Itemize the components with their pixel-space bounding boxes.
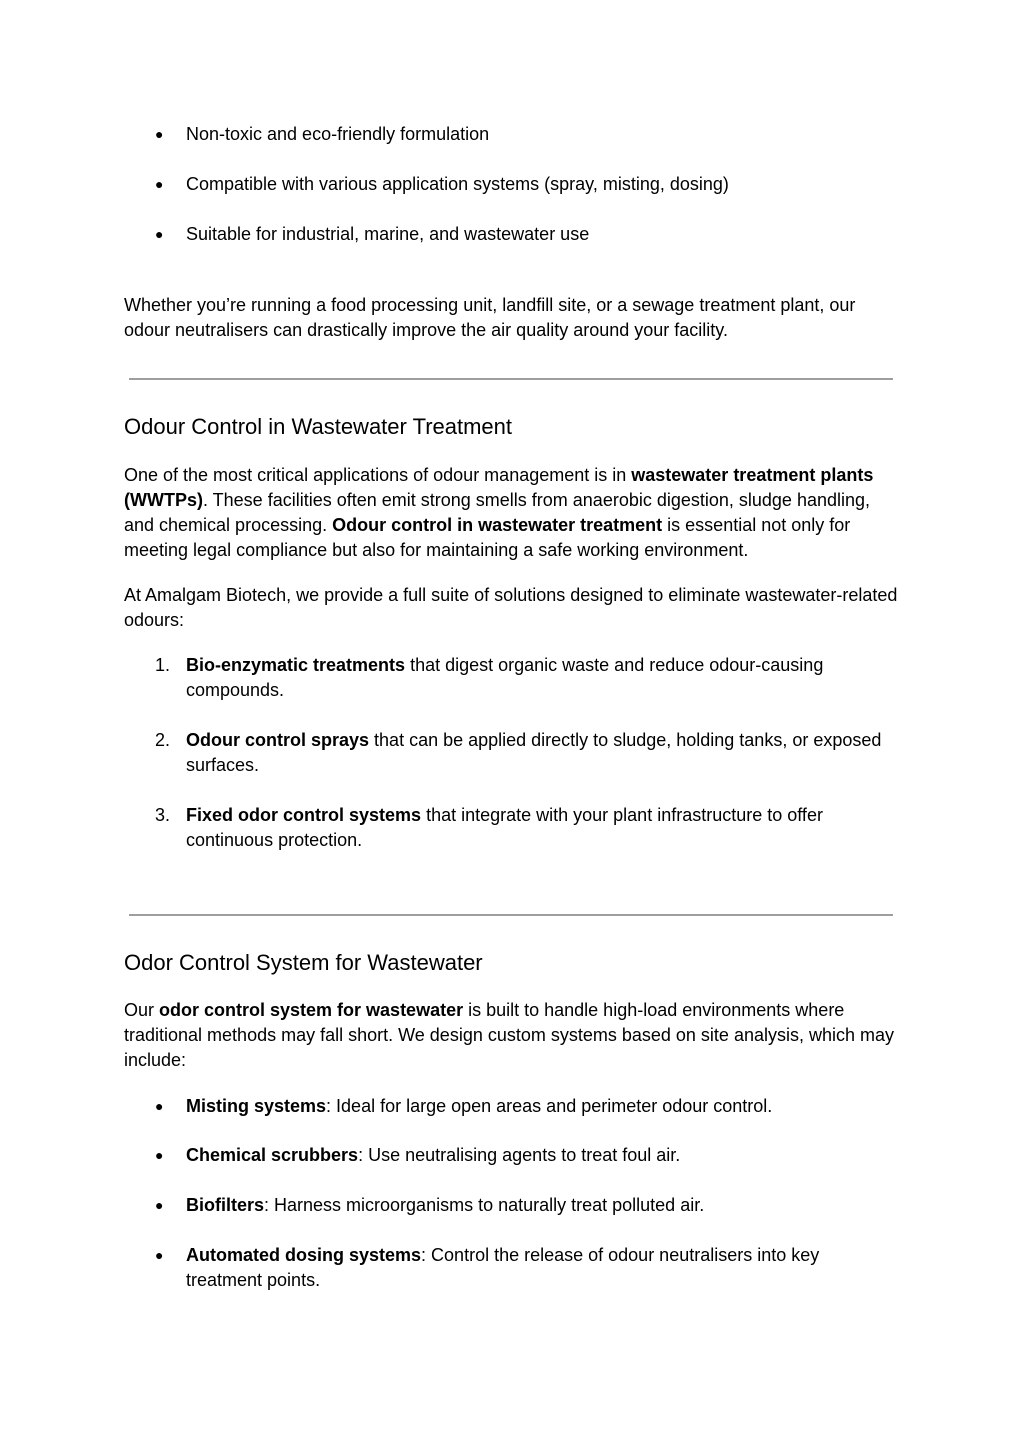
bold-text: Bio-enzymatic treatments xyxy=(186,655,406,675)
item-text: that can be applied directly to sludge, holding tanks, or exposed surfaces. xyxy=(186,730,882,775)
item-text: that integrate with your plant infrastructure to offer continuous protection. xyxy=(186,805,823,850)
list-item-text xyxy=(186,1243,899,1293)
horizontal-divider xyxy=(129,378,893,380)
section-paragraph xyxy=(124,998,899,1073)
paragraph-text: is essential not only for meeting legal compliance but also for maintaining a safe working environment. xyxy=(124,515,851,560)
bold-text: odor control system for wastewater xyxy=(159,1000,464,1020)
bullet-marker: ● xyxy=(155,1147,164,1163)
list-item xyxy=(124,1193,899,1218)
list-item-text xyxy=(186,728,899,778)
section-heading: Odor Control System for Wastewater xyxy=(124,950,483,975)
paragraph-text: Our xyxy=(124,1000,160,1020)
list-item xyxy=(124,1243,899,1293)
list-item xyxy=(124,1143,899,1168)
bold-text: wastewater treatment plants (WWTPs) xyxy=(124,465,874,510)
numbered-item xyxy=(124,728,899,778)
item-text: : Control the release of odour neutralisers into key treatment points. xyxy=(186,1245,820,1290)
list-item-text xyxy=(186,1193,899,1218)
item-text: : Ideal for large open areas and perimeter odour control. xyxy=(326,1096,773,1116)
bullet-marker: ● xyxy=(155,1197,164,1213)
intro-paragraph: Whether you’re running a food processing unit, landfill site, or a sewage treatment plant, our odour neutralisers can drastically improve the air quality around your facility. xyxy=(124,295,856,340)
bold-text: Odour control sprays xyxy=(186,730,370,750)
section-paragraph xyxy=(124,463,899,563)
list-item-text xyxy=(186,1094,899,1119)
bold-text: Misting systems xyxy=(186,1096,327,1116)
bullet-marker: ● xyxy=(155,1098,164,1114)
numbered-item xyxy=(124,653,899,703)
bullet-marker: ● xyxy=(155,176,164,192)
number-marker: 1. xyxy=(155,655,171,675)
item-text: : Use neutralising agents to treat foul air. xyxy=(358,1145,681,1165)
bold-text: Automated dosing systems xyxy=(186,1245,422,1265)
item-text: : Harness microorganisms to naturally treat polluted air. xyxy=(264,1195,705,1215)
list-item-text: Compatible with various application systems (spray, misting, dosing) xyxy=(186,174,729,194)
list-item-text: Suitable for industrial, marine, and wastewater use xyxy=(186,224,590,244)
list-item-text xyxy=(186,1143,899,1168)
list-item xyxy=(124,1094,899,1119)
list-item xyxy=(124,122,899,147)
list-item xyxy=(124,222,899,247)
list-item-text xyxy=(186,653,899,703)
bullet-marker: ● xyxy=(155,126,164,142)
numbered-item xyxy=(124,803,899,853)
number-marker: 2. xyxy=(155,730,171,750)
bold-text: Biofilters xyxy=(186,1195,265,1215)
section-paragraph: At Amalgam Biotech, we provide a full suite of solutions designed to eliminate wastewater-related odours: xyxy=(124,585,898,630)
list-item-text: Non-toxic and eco-friendly formulation xyxy=(186,124,490,144)
bold-text: Chemical scrubbers xyxy=(186,1145,359,1165)
list-item xyxy=(124,172,899,197)
list-item-text xyxy=(186,803,899,853)
item-text: that digest organic waste and reduce odour-causing compounds. xyxy=(186,655,824,700)
section-heading: Odour Control in Wastewater Treatment xyxy=(124,414,513,439)
number-marker: 3. xyxy=(155,805,171,825)
bold-text: Fixed odor control systems xyxy=(186,805,422,825)
bullet-marker: ● xyxy=(155,1247,164,1263)
bullet-marker: ● xyxy=(155,226,164,242)
bold-text: Odour control in wastewater treatment xyxy=(332,515,663,535)
paragraph-text: is built to handle high-load environments where traditional methods may fall short. We design custom systems based on site analysis, which may include: xyxy=(124,1000,895,1070)
paragraph-text: One of the most critical applications of odour management is in xyxy=(124,465,632,485)
paragraph-text: . These facilities often emit strong smells from anaerobic digestion, sludge handling, and chemical processing. xyxy=(124,490,871,535)
horizontal-divider xyxy=(129,914,893,916)
